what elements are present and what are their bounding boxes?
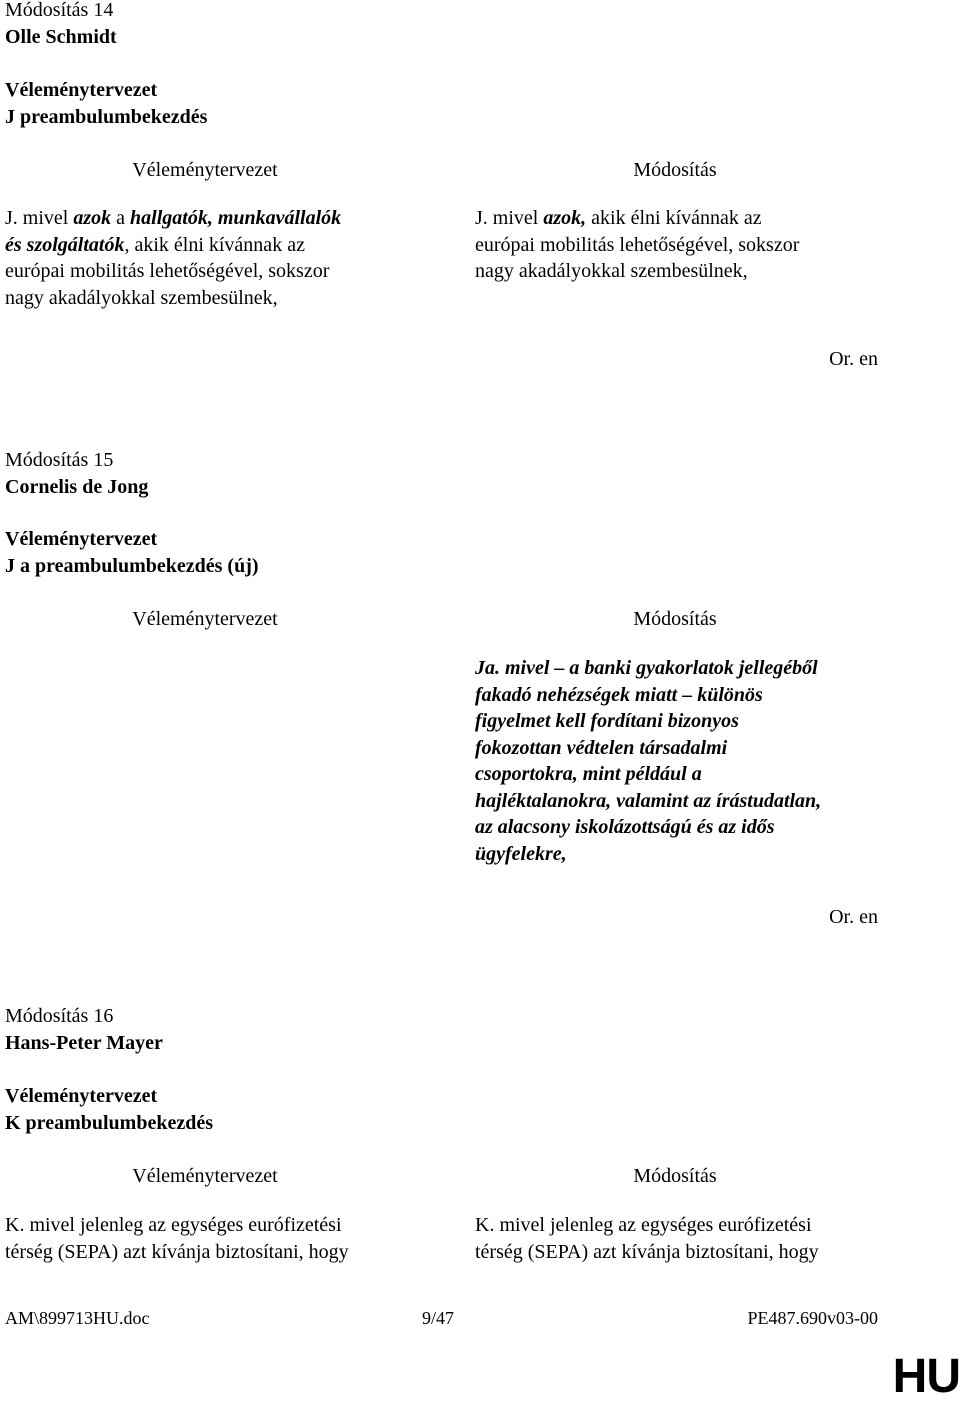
amendment-doc: Véleménytervezet — [5, 528, 158, 550]
text-run: térség (SEPA) azt kívánja biztosítani, hogy — [475, 1240, 819, 1263]
column-head-amendment: Módosítás — [633, 159, 717, 181]
amendment-target: K preambulumbekezdés — [5, 1112, 213, 1134]
text-run-inserted: Ja. mivel – a banki gyakorlatok jellegéből — [475, 657, 818, 679]
text-run: nagy akadályokkal szembesülnek, — [5, 286, 278, 309]
text-run: a — [111, 207, 131, 229]
text-run-inserted: hajléktalanokra, valamint az írástudatlan, — [475, 789, 822, 812]
text-run: J. mivel — [475, 207, 544, 229]
text-line — [5, 285, 341, 312]
text-run-inserted: fokozottan védtelen társadalmi — [475, 736, 728, 759]
text-line — [475, 258, 799, 285]
amendment-author: Cornelis de Jong — [5, 476, 149, 498]
text-line — [5, 205, 341, 232]
text-line — [5, 258, 341, 285]
amended-text — [475, 655, 821, 867]
text-line — [475, 761, 821, 788]
text-run-inserted: és szolgáltatók — [5, 233, 125, 256]
text-run: európai mobilitás lehetőségével, sokszor — [5, 260, 330, 282]
draft-text — [5, 1212, 349, 1265]
text-line — [475, 814, 821, 841]
amendment-target: J a preambulumbekezdés (új) — [5, 555, 259, 577]
amendment-author: Olle Schmidt — [5, 26, 117, 48]
text-line — [5, 1212, 349, 1239]
column-head-draft: Véleménytervezet — [132, 159, 278, 181]
text-line — [475, 841, 821, 868]
footer-pe-ref: PE487.690v03-00 — [747, 1308, 878, 1328]
draft-text — [5, 205, 341, 311]
text-run: térség (SEPA) azt kívánja biztosítani, hogy — [5, 1240, 349, 1263]
text-run-inserted: hallgatók, munkavállalók — [130, 207, 342, 229]
text-run-inserted: azok — [73, 207, 112, 229]
text-line — [475, 682, 821, 709]
amendment-doc: Véleménytervezet — [5, 1085, 158, 1107]
amendment-number: Módosítás 16 — [5, 1005, 114, 1027]
text-run: K. mivel jelenleg az egységes eurófizetési — [5, 1214, 342, 1236]
column-head-draft: Véleménytervezet — [132, 608, 278, 630]
text-line — [475, 735, 821, 762]
text-line — [475, 205, 799, 232]
amended-text — [475, 205, 799, 285]
column-head-amendment: Módosítás — [633, 608, 717, 630]
original-language: Or. en — [829, 906, 878, 928]
text-run-inserted: fakadó nehézségek miatt – különös — [475, 683, 763, 706]
text-run-inserted: csoportokra, mint például a — [475, 763, 702, 785]
text-line — [5, 232, 341, 259]
text-run: K. mivel jelenleg az egységes eurófizetési — [475, 1214, 812, 1236]
amendment-author: Hans-Peter Mayer — [5, 1032, 163, 1054]
amended-text — [475, 1212, 819, 1265]
footer-doc-ref: AM\899713HU.doc — [5, 1308, 150, 1328]
amendment-number: Módosítás 14 — [5, 0, 114, 21]
amendment-doc: Véleménytervezet — [5, 79, 158, 101]
text-run: , akik élni kívánnak az — [124, 233, 305, 256]
text-run: nagy akadályokkal szembesülnek, — [475, 260, 748, 282]
text-run-inserted: figyelmet kell fordítani bizonyos — [475, 710, 739, 732]
column-head-draft: Véleménytervezet — [132, 1165, 278, 1187]
amendment-target: J preambulumbekezdés — [5, 106, 208, 128]
text-run-inserted: azok, — [543, 207, 587, 229]
amendment-number: Módosítás 15 — [5, 449, 114, 471]
text-run-inserted: ügyfelekre, — [475, 842, 567, 865]
text-line — [475, 1239, 819, 1266]
text-run: európai mobilitás lehetőségével, sokszor — [475, 233, 800, 256]
text-line — [475, 655, 821, 682]
text-run: akik élni kívánnak az — [586, 207, 762, 229]
text-line — [475, 788, 821, 815]
language-code: HU — [892, 1350, 960, 1403]
text-run: J. mivel — [5, 207, 74, 229]
text-line — [475, 708, 821, 735]
text-line — [5, 1239, 349, 1266]
original-language: Or. en — [829, 348, 878, 370]
text-run-inserted: az alacsony iskolázottságú és az idős — [475, 816, 775, 838]
text-line — [475, 232, 799, 259]
footer-page-number: 9/47 — [421, 1308, 454, 1328]
column-head-amendment: Módosítás — [633, 1165, 717, 1187]
text-line — [475, 1212, 819, 1239]
